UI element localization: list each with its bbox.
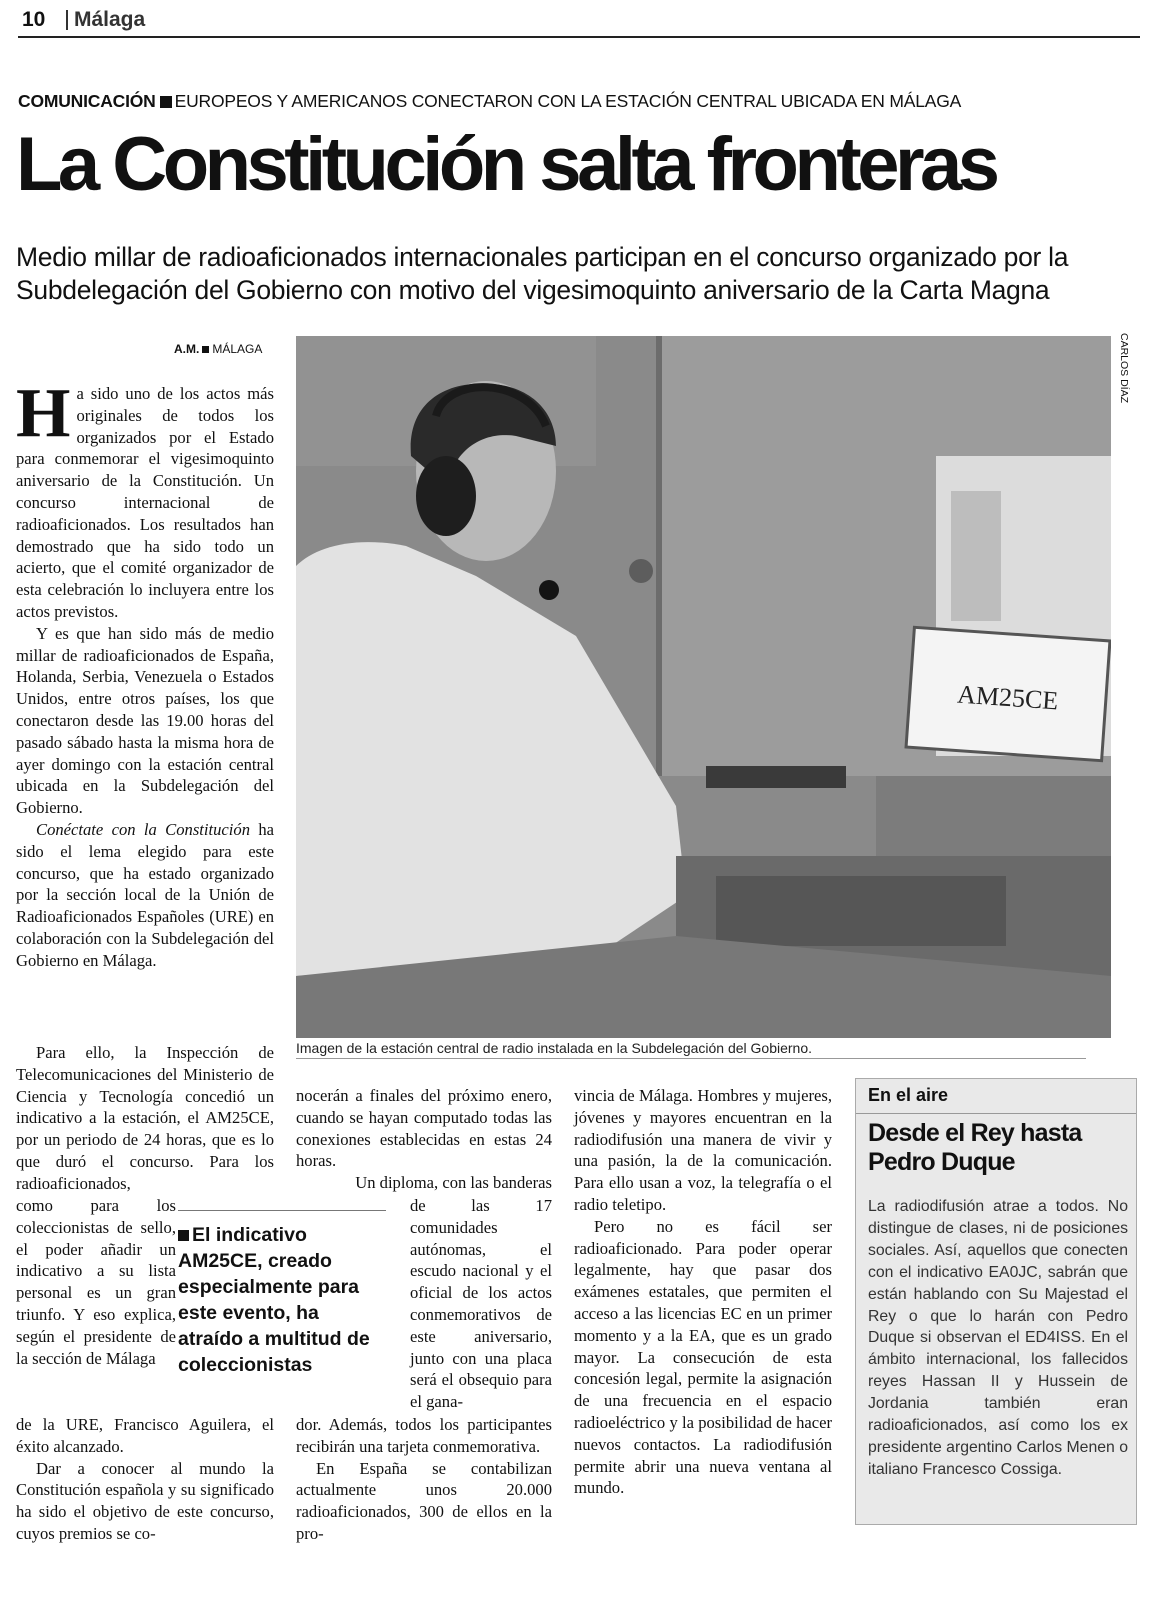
article-paragraph: Pero no es fácil ser radioaficionado. Para poder operar legalmente, hay que pasar dos exámenes estatales, que permiten el acceso a las licencias EC en un primer momento y a la EA, que es un grado mayor. La consecución de esta concesión legal, permite la asignación de una frecuencia en el espacio radioeléctrico y la posibilidad de hacer nuevos contactos. La radiodifusión permite abrir una nueva ventana al mundo. (574, 1216, 832, 1498)
section-name: Málaga (74, 8, 146, 31)
square-bullet-icon (202, 346, 209, 353)
paragraph-text: ha sido el lema elegido para este concurso, que ha estado organizado por la sección local de la Unión de Radioaficionados Españoles (URE) en colaboración con la Subdelegación del Gobierno en Málaga. (16, 819, 275, 970)
drop-cap: H (16, 375, 71, 452)
page-number: 10 (22, 8, 46, 31)
pullquote (178, 1222, 383, 1378)
article-paragraph: nocerán a finales del próximo enero, cuando se hayan computado todas las conexiones establecidas en estas 24 horas. (296, 1086, 552, 1171)
sidebar-label: En el aire (868, 1085, 949, 1105)
door-knob-icon (629, 559, 653, 583)
article-paragraph: Y es que han sido más de medio millar de radioaficionados de España, Holanda, Serbia, Venezuela o Estados Unidos, entre otros países, los que conectaron desde las 19.00 horas del pasado sábado hasta la misma hora de ayer domingo con la estación central ubicada en la Subdelegación del Gobierno. (16, 623, 274, 818)
article-column-1-wrap (16, 1195, 176, 1369)
article-column-2-end (296, 1414, 552, 1545)
article-paragraph: Un diploma, con las banderas (355, 1173, 552, 1193)
subheadline: Medio millar de radioaficionados internacionales participan en el concurso organizado por la Subdelegación del Gobierno con motivo del vigesimoquinto aniversario de la Carta Magna (16, 242, 1069, 305)
paragraph-text: a sido uno de los actos más originales de todos los organizados por el Estado para conmemorar el vigesimoquinto aniversario de la Constitución. Un concurso internacional de radioaficionados. Los resultados han demostrado que ha sido todo un acierto, que el comité organizador de esta celebración lo incluyera entre los actos previstos. (16, 384, 274, 621)
motto-italic: Conéctate con la Constitución (36, 819, 250, 839)
microphone-icon (539, 580, 559, 600)
sidebar-divider (856, 1113, 1136, 1114)
header-divider (66, 10, 68, 30)
article-paragraph (16, 375, 274, 623)
article-paragraph: Dar a conocer al mundo la Constitución española y su significado ha sido el objetivo de este concurso, cuyos premios se co- (16, 1458, 274, 1543)
photo-credit (1113, 333, 1133, 426)
page-header (18, 4, 1140, 38)
square-bullet-icon (160, 96, 172, 108)
kicker-topic: COMUNICACIÓN (18, 91, 156, 111)
telegraph-keyboard (706, 766, 846, 788)
article-column-1-end (16, 1414, 274, 1545)
article-column-1 (16, 375, 275, 972)
article-photo (296, 336, 1111, 1038)
article-paragraph: de la URE, Francisco Aguilera, el éxito alcanzado. (16, 1415, 274, 1456)
article-paragraph: dor. Además, todos los participantes recibirán una tarjeta conmemorativa. (296, 1415, 552, 1456)
byline (174, 342, 262, 356)
article-paragraph (16, 819, 274, 972)
kicker-text: EUROPEOS Y AMERICANOS CONECTARON CON LA ESTACIÓN CENTRAL UBICADA EN MÁLAGA (174, 91, 962, 111)
byline-author: A.M. (174, 342, 200, 356)
article-column-3 (574, 1085, 832, 1499)
square-bullet-icon (178, 1230, 189, 1241)
article-paragraph: de las 17 comunidades autónomas, el escudo nacional y el oficial de los actos conmemorativos de este aniversario, junto con una placa será el obsequio para el gana- (410, 1196, 552, 1412)
article-column-1-continued (16, 1042, 274, 1195)
article-column-2-wrap (410, 1195, 552, 1413)
sidebar-body: La radiodifusión atrae a todos. No distingue de clases, ni de posiciones sociales. Así, aquellos que conecten con el indicativo EA0JC, sabrán que están hablando con Su Majestad el Rey o que lo harán con Pedro Duque si observan el ED4ISS. En el ámbito internacional, los fallecidos reyes Hassan II y Hussein de Jordania también eran radioaficionados, así como los ex presidente argentino Carlos Menen o italiano Francesco Cossiga. (868, 1198, 1128, 1478)
article-paragraph: como para los coleccionistas de sello, el poder añadir un indicativo a su lista personal es un gran triunfo. Y eso explica, según el presidente de la sección de Málaga (16, 1196, 176, 1368)
article-paragraph: vincia de Málaga. Hombres y mujeres, jóvenes y mayores encuentran en la radiodifusión una manera de vivir y una pasión, la de la comunicación. Para ello usan a voz, la telegrafía o el radio teletipo. (574, 1086, 832, 1214)
photo-credit-text: CARLOS DÍAZ (1118, 333, 1130, 404)
sidebar-title: Desde el Rey hasta Pedro Duque (868, 1119, 1082, 1176)
headline: La Constitución salta fronteras (16, 122, 996, 207)
pullquote-rule (178, 1210, 386, 1211)
kicker (18, 91, 961, 112)
byline-place: MÁLAGA (212, 342, 263, 356)
sidebar-box (855, 1078, 1137, 1525)
article-paragraph: Para ello, la Inspección de Telecomunicaciones del Ministerio de Ciencia y Tecnología concedió un indicativo a la estación, el AM25CE, por un periodo de 24 horas, que es lo que duró el concurso. Para los radioaficionados, (16, 1043, 274, 1193)
article-column-2 (296, 1085, 552, 1194)
callsign-text: AM25CE (956, 679, 1060, 716)
photo-caption: Imagen de la estación central de radio instalada en la Subdelegación del Gobierno. (296, 1040, 1086, 1059)
radio-equipment (876, 776, 1111, 856)
radio-operator-photo (296, 336, 1111, 1038)
pullquote-text: El indicativo AM25CE, creado especialmente para este evento, ha atraído a multitud de coleccionistas (178, 1224, 370, 1376)
radio-transceiver (716, 876, 1006, 946)
article-paragraph: En España se contabilizan actualmente unos 20.000 radioaficionados, 300 de ellos en la pro- (296, 1458, 552, 1543)
